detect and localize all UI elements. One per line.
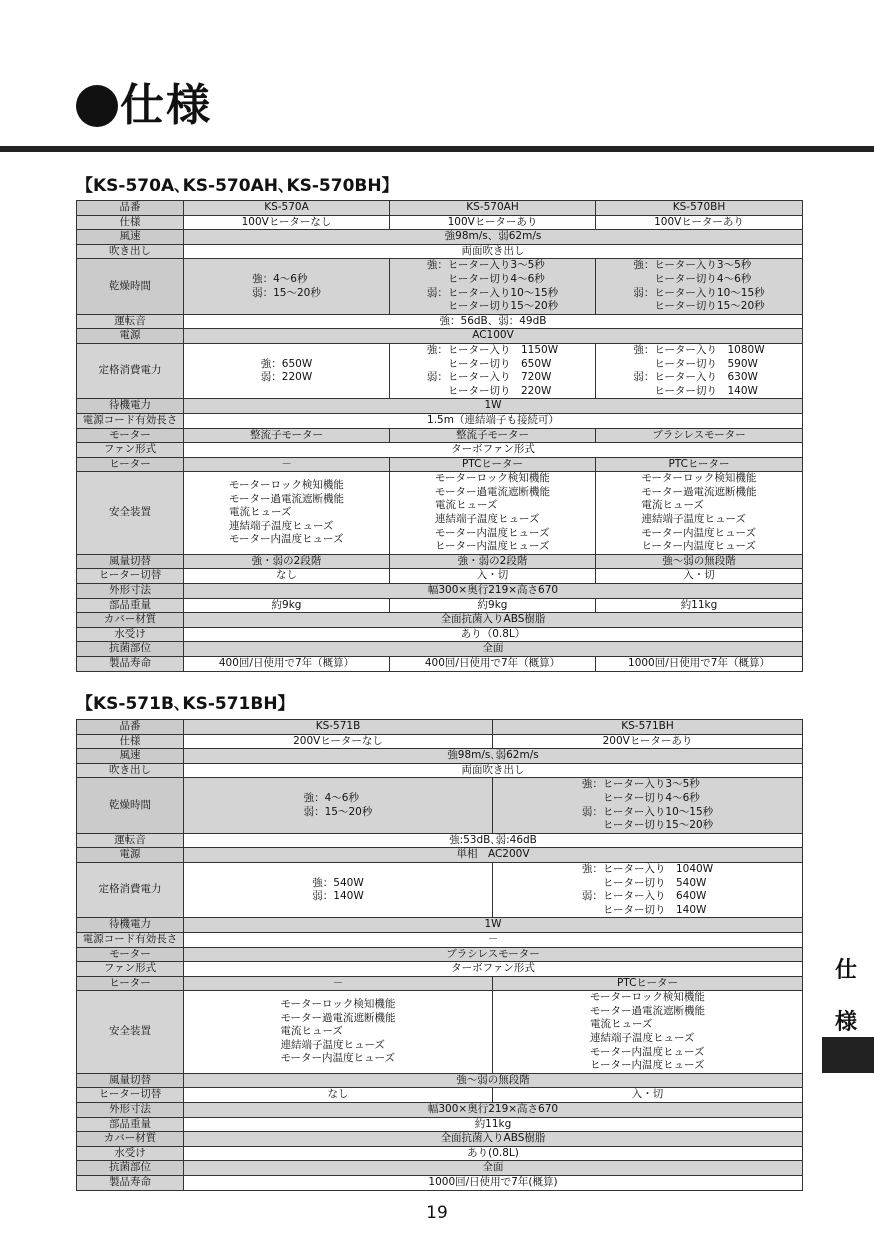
spec-cell-line: モーターロック検知機能 <box>641 472 757 485</box>
model-header: KS-570AH <box>390 201 596 216</box>
spec-cell-line: 強：ヒーター入り 1040W <box>581 862 714 875</box>
spec-cell <box>493 991 803 1074</box>
spec-cell: 入・切 <box>493 1088 803 1103</box>
spec-cell: 両面吹き出し <box>184 763 803 778</box>
spec-cell-line: 電流ヒューズ <box>641 499 704 512</box>
spec-cell-line: ヒーター切り15～20秒 <box>633 300 765 313</box>
spec-cell-line: 弱：140W <box>312 890 364 903</box>
row-label: 部品重量 <box>77 1117 184 1132</box>
spec-cell <box>184 472 390 555</box>
table-row <box>77 230 803 245</box>
spec-cell-line: 弱：220W <box>260 371 313 384</box>
spec-cell-line: モーター内温度ヒューズ <box>280 1052 396 1065</box>
table-row <box>77 584 803 599</box>
spec-cell: 100Vヒーターなし <box>184 215 390 230</box>
row-label: モーター <box>77 947 184 962</box>
spec-cell: － <box>184 932 803 947</box>
table-header-row <box>77 201 803 216</box>
spec-cell-line: 連結端子温度ヒューズ <box>228 519 334 532</box>
spec-cell: 強98m/s､弱62m/s <box>184 749 803 764</box>
table-row <box>77 1088 803 1103</box>
spec-cell: AC100V <box>184 329 803 344</box>
row-label: 乾燥時間 <box>77 778 184 833</box>
spec-cell: 100Vヒーターあり <box>596 215 803 230</box>
table-row <box>77 976 803 991</box>
side-index-char-1: 仕 <box>834 958 857 983</box>
spec-cell-line: モーター過電流遮断機能 <box>589 1004 706 1017</box>
spec-cell <box>184 343 390 398</box>
page-number: 19 <box>426 1203 448 1223</box>
spec-cell-line: 弱：ヒーター入り10～15秒 <box>426 286 559 299</box>
row-label: 電源 <box>77 329 184 344</box>
spec-cell: 全面抗菌入りABS樹脂 <box>184 1132 803 1147</box>
spec-cell-line: 強：4～6秒 <box>252 272 308 285</box>
spec-cell-lines <box>229 479 344 547</box>
spec-table-ks571 <box>76 719 803 1191</box>
row-label: カバー材質 <box>77 1132 184 1147</box>
spec-cell: PTCヒーター <box>390 457 596 472</box>
spec-cell-line: ヒーター内温度ヒューズ <box>589 1059 705 1072</box>
table-row <box>77 1176 803 1191</box>
row-label: 安全装置 <box>77 991 184 1074</box>
row-label: 定格消費電力 <box>77 343 184 398</box>
side-index-tab <box>822 1037 874 1073</box>
spec-cell-lines <box>633 344 764 398</box>
row-label: 吹き出し <box>77 763 184 778</box>
spec-cell: 200Vヒーターあり <box>493 734 803 749</box>
row-label: 風速 <box>77 749 184 764</box>
spec-cell-line: 弱：15～20秒 <box>252 286 321 299</box>
spec-cell: 200Vヒーターなし <box>184 734 493 749</box>
table-row <box>77 1073 803 1088</box>
row-label: モーター <box>77 428 184 443</box>
spec-cell <box>184 862 493 917</box>
spec-cell-lines <box>427 344 558 398</box>
spec-cell-line: モーターロック検知機能 <box>434 472 550 485</box>
row-label: 仕様 <box>77 215 184 230</box>
spec-cell <box>390 259 596 314</box>
spec-cell: 強・弱の2段階 <box>184 554 390 569</box>
row-label: 乾燥時間 <box>77 259 184 314</box>
spec-cell: 整流子モーター <box>390 428 596 443</box>
table-row <box>77 778 803 833</box>
row-label: ヒーター切替 <box>77 569 184 584</box>
spec-cell <box>493 778 803 833</box>
spec-cell-line: ヒーター切り 590W <box>633 357 758 370</box>
spec-cell <box>596 343 803 398</box>
table-row <box>77 215 803 230</box>
spec-cell-line: 強：ヒーター入り 1150W <box>426 343 559 356</box>
spec-cell-lines <box>590 991 705 1073</box>
spec-cell-line: 強：ヒーター入り3～5秒 <box>426 259 545 272</box>
page-title <box>76 80 212 131</box>
row-label: ヒーター <box>77 976 184 991</box>
spec-cell-line: 連結端子温度ヒューズ <box>280 1038 385 1051</box>
row-label: カバー材質 <box>77 613 184 628</box>
spec-cell-line: 強：ヒーター入り 1080W <box>633 343 765 356</box>
table-row <box>77 1146 803 1161</box>
table-row <box>77 749 803 764</box>
row-label: 仕様 <box>77 734 184 749</box>
table-row <box>77 763 803 778</box>
spec-cell-lines <box>252 273 321 300</box>
spec-cell-line: ヒーター切り 650W <box>426 357 552 370</box>
table-row <box>77 329 803 344</box>
spec-cell: 全面 <box>184 1161 803 1176</box>
table-row <box>77 244 803 259</box>
row-label: ヒーター <box>77 457 184 472</box>
spec-cell: 1000回/日使用で7年（概算） <box>596 657 803 672</box>
row-label: 外形寸法 <box>77 1103 184 1118</box>
spec-cell: 1W <box>184 918 803 933</box>
spec-cell-line: 連結端子温度ヒューズ <box>434 513 540 526</box>
spec-cell: － <box>184 976 493 991</box>
row-label: ファン形式 <box>77 443 184 458</box>
spec-cell-line: モーターロック検知機能 <box>280 998 396 1011</box>
spec-cell-line: ヒーター切り 540W <box>581 876 707 889</box>
spec-cell: 全面抗菌入りABS樹脂 <box>184 613 803 628</box>
spec-cell: 100Vヒーターあり <box>390 215 596 230</box>
spec-cell-lines <box>280 998 395 1066</box>
spec-cell-lines <box>312 877 363 904</box>
page-title-text: 仕様 <box>120 80 212 131</box>
row-label: ファン形式 <box>77 962 184 977</box>
table-row <box>77 833 803 848</box>
table-row <box>77 1132 803 1147</box>
spec-cell-line: ヒーター切り4～6秒 <box>426 272 545 285</box>
row-label: 運転音 <box>77 833 184 848</box>
table-header-row <box>77 720 803 735</box>
spec-cell-lines <box>582 863 713 917</box>
spec-cell: 幅300×奥行219×高さ670 <box>184 1103 803 1118</box>
spec-cell-line: 強：650W <box>260 357 313 370</box>
table-row <box>77 457 803 472</box>
row-label: 安全装置 <box>77 472 184 555</box>
spec-cell: 1W <box>184 399 803 414</box>
table-row <box>77 734 803 749</box>
table-row <box>77 598 803 613</box>
spec-cell: 1.5m（連結端子も接続可） <box>184 413 803 428</box>
spec-cell-line: ヒーター内温度ヒューズ <box>434 540 550 553</box>
spec-cell: 約9kg <box>184 598 390 613</box>
spec-cell: 強：56dB、弱：49dB <box>184 314 803 329</box>
spec-cell-line: 強：ヒーター入り3～5秒 <box>581 778 700 791</box>
spec-cell <box>596 259 803 314</box>
spec-cell-line: ヒーター切り15～20秒 <box>426 300 559 313</box>
spec-cell <box>493 862 803 917</box>
spec-cell: あり(0.8L) <box>184 1146 803 1161</box>
spec-cell: 1000回/日使用で7年(概算) <box>184 1176 803 1191</box>
row-label: 外形寸法 <box>77 584 184 599</box>
table-row <box>77 343 803 398</box>
spec-cell-line: 弱：ヒーター入り10～15秒 <box>581 805 714 818</box>
spec-cell-lines <box>304 792 373 819</box>
spec-cell: 約9kg <box>390 598 596 613</box>
table-row <box>77 1103 803 1118</box>
spec-cell: PTCヒーター <box>596 457 803 472</box>
table-row <box>77 428 803 443</box>
spec-cell: 入・切 <box>596 569 803 584</box>
table-row <box>77 657 803 672</box>
spec-cell-line: 弱：ヒーター入り10～15秒 <box>633 286 765 299</box>
table-row <box>77 569 803 584</box>
section2-heading: 【KS-571B､KS-571BH】 <box>76 694 295 714</box>
table-row <box>77 627 803 642</box>
spec-cell: － <box>184 457 390 472</box>
spec-cell: ブラシレスモーター <box>184 947 803 962</box>
spec-cell: なし <box>184 569 390 584</box>
spec-cell: 強～弱の無段階 <box>184 1073 803 1088</box>
spec-cell-line: ヒーター切り 220W <box>426 384 552 397</box>
spec-cell: 400回/日使用で7年（概算） <box>184 657 390 672</box>
spec-cell: ターボファン形式 <box>184 962 803 977</box>
side-index-char-2: 様 <box>834 1010 857 1035</box>
row-label: 抗菌部位 <box>77 642 184 657</box>
table-row <box>77 962 803 977</box>
model-header: KS-570BH <box>596 201 803 216</box>
spec-cell-line: モーター内温度ヒューズ <box>434 526 550 539</box>
spec-cell: 強98m/s、弱62m/s <box>184 230 803 245</box>
row-label: 電源コード有効長さ <box>77 413 184 428</box>
spec-cell: ブラシレスモーター <box>596 428 803 443</box>
spec-cell: 強:53dB､弱:46dB <box>184 833 803 848</box>
row-label: 待機電力 <box>77 918 184 933</box>
spec-cell-line: モーター内温度ヒューズ <box>641 526 757 539</box>
table-row <box>77 259 803 314</box>
spec-cell-line: モーター過電流遮断機能 <box>641 485 757 498</box>
spec-cell-line: 連結端子温度ヒューズ <box>589 1032 695 1045</box>
spec-cell-line: モーターロック検知機能 <box>228 479 344 492</box>
spec-cell: 単相 AC200V <box>184 848 803 863</box>
title-divider <box>0 146 874 152</box>
row-label: 部品重量 <box>77 598 184 613</box>
row-label: 風速 <box>77 230 184 245</box>
spec-cell-line: モーター過電流遮断機能 <box>228 492 345 505</box>
row-label: 運転音 <box>77 314 184 329</box>
table-row <box>77 932 803 947</box>
spec-cell-line: ヒーター切り 140W <box>633 384 758 397</box>
table-row <box>77 991 803 1074</box>
spec-cell: なし <box>184 1088 493 1103</box>
row-label: 風量切替 <box>77 554 184 569</box>
row-label: 品番 <box>77 201 184 216</box>
spec-cell: 約11kg <box>184 1117 803 1132</box>
bullet-dot-icon <box>76 85 118 127</box>
spec-cell-lines <box>427 259 558 313</box>
spec-cell-line: 連結端子温度ヒューズ <box>641 513 746 526</box>
spec-cell-lines <box>641 472 756 554</box>
spec-cell <box>184 991 493 1074</box>
table-row <box>77 947 803 962</box>
table-row <box>77 399 803 414</box>
row-label: 抗菌部位 <box>77 1161 184 1176</box>
spec-cell: PTCヒーター <box>493 976 803 991</box>
table-row <box>77 862 803 917</box>
row-label: 電源コード有効長さ <box>77 932 184 947</box>
spec-cell <box>390 472 596 555</box>
spec-cell-line: 電流ヒューズ <box>434 499 498 512</box>
spec-cell-line: モーター過電流遮断機能 <box>280 1011 396 1024</box>
spec-cell: 幅300×奥行219×高さ670 <box>184 584 803 599</box>
row-label: 水受け <box>77 627 184 642</box>
row-label: 吹き出し <box>77 244 184 259</box>
spec-cell-lines <box>261 358 312 385</box>
spec-cell: 強～弱の無段階 <box>596 554 803 569</box>
spec-cell: 両面吹き出し <box>184 244 803 259</box>
spec-cell: 全面 <box>184 642 803 657</box>
spec-cell-line: 電流ヒューズ <box>280 1025 343 1038</box>
row-label: 製品寿命 <box>77 1176 184 1191</box>
spec-cell-line: 弱：ヒーター入り 630W <box>633 371 758 384</box>
spec-cell-lines <box>435 472 550 554</box>
spec-cell: 400回/日使用で7年（概算） <box>390 657 596 672</box>
spec-cell-line: 電流ヒューズ <box>589 1018 653 1031</box>
spec-cell-line: 強：ヒーター入り3～5秒 <box>633 259 752 272</box>
spec-cell: 入・切 <box>390 569 596 584</box>
spec-cell-lines <box>633 259 764 313</box>
spec-cell-line: モーター過電流遮断機能 <box>434 485 551 498</box>
spec-cell-line: ヒーター切り15～20秒 <box>581 819 714 832</box>
spec-cell-line: 強：540W <box>312 876 364 889</box>
spec-cell-line: ヒーター内温度ヒューズ <box>641 540 757 553</box>
model-header: KS-571B <box>184 720 493 735</box>
spec-cell-line: モーター内温度ヒューズ <box>589 1045 705 1058</box>
spec-table-ks570 <box>76 200 803 672</box>
row-label: 定格消費電力 <box>77 862 184 917</box>
spec-cell: あり（0.8L） <box>184 627 803 642</box>
row-label: 風量切替 <box>77 1073 184 1088</box>
row-label: 待機電力 <box>77 399 184 414</box>
table-row <box>77 443 803 458</box>
table-row <box>77 613 803 628</box>
spec-cell-line: モーター内温度ヒューズ <box>228 533 344 546</box>
row-label: 電源 <box>77 848 184 863</box>
model-header: KS-570A <box>184 201 390 216</box>
spec-cell: 強・弱の2段階 <box>390 554 596 569</box>
table-row <box>77 848 803 863</box>
spec-cell: 整流子モーター <box>184 428 390 443</box>
spec-cell-line: モーターロック検知機能 <box>589 991 705 1004</box>
table-row <box>77 472 803 555</box>
spec-cell-lines <box>582 778 713 832</box>
row-label: 水受け <box>77 1146 184 1161</box>
row-label: ヒーター切替 <box>77 1088 184 1103</box>
spec-cell-line: ヒーター切り4～6秒 <box>633 272 752 285</box>
spec-cell <box>596 472 803 555</box>
row-label: 品番 <box>77 720 184 735</box>
table-row <box>77 1161 803 1176</box>
spec-cell: ターボファン形式 <box>184 443 803 458</box>
spec-cell-line: ヒーター切り4～6秒 <box>581 791 700 804</box>
spec-cell <box>184 778 493 833</box>
table-row <box>77 1117 803 1132</box>
spec-cell-line: 強：4～6秒 <box>303 791 359 804</box>
section1-heading: 【KS-570A､KS-570AH､KS-570BH】 <box>76 176 399 196</box>
spec-cell: 約11kg <box>596 598 803 613</box>
table-row <box>77 918 803 933</box>
spec-cell <box>390 343 596 398</box>
spec-cell-line: ヒーター切り 140W <box>581 903 707 916</box>
model-header: KS-571BH <box>493 720 803 735</box>
spec-cell <box>184 259 390 314</box>
table-row <box>77 413 803 428</box>
spec-cell-line: 弱：ヒーター入り 640W <box>581 890 707 903</box>
spec-cell-line: 弱：15～20秒 <box>303 805 373 818</box>
spec-cell-line: 電流ヒューズ <box>228 506 292 519</box>
table-row <box>77 642 803 657</box>
table-row <box>77 314 803 329</box>
table-row <box>77 554 803 569</box>
spec-cell-line: 弱：ヒーター入り 720W <box>426 371 552 384</box>
row-label: 製品寿命 <box>77 657 184 672</box>
